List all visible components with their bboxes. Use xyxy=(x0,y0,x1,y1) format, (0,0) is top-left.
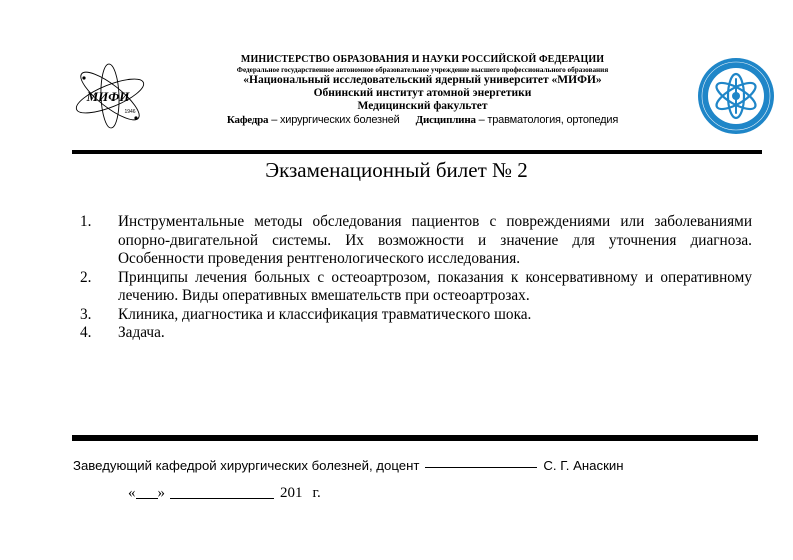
question-item xyxy=(80,324,752,343)
header-divider xyxy=(72,150,762,154)
ticket-title: Экзаменационный билет № 2 xyxy=(265,158,528,182)
signature-blank xyxy=(425,467,537,468)
question-text: Клиника, диагностика и классификация травматического шока. xyxy=(118,305,532,323)
signature-role: Заведующий кафедрой хирургических болезней, доцент xyxy=(73,458,420,473)
signature-line xyxy=(73,458,624,473)
logo-left-year: 1946 xyxy=(124,109,136,115)
question-text: Инструментальные методы обследования пациентов с повреждениями или заболеваниями опорно-двигательной системы. Их возможности и значение для уточнения диагноза. Особенности проведения рентгенологического исследования. xyxy=(118,213,752,267)
department-label: Кафедра xyxy=(226,114,269,127)
date-line xyxy=(128,485,321,502)
atom-logo-icon xyxy=(70,60,150,130)
signature-name: С. Г. Анаскин xyxy=(543,458,624,473)
department-value: – хирургических болезней xyxy=(271,114,400,127)
question-item xyxy=(80,269,752,306)
question-number: 4. xyxy=(80,324,92,341)
question-text: Принципы лечения больных с остеоартрозом, показания к консервативному и оперативному лечению. Виды оперативных вмешательств при остеоартрозах. xyxy=(118,268,752,304)
year-suffix: г. xyxy=(312,485,321,501)
institution-line: Федеральное государственное автономное образовательное учреждение высшего профессионального образования xyxy=(236,65,609,74)
document-header xyxy=(150,54,695,127)
discipline-value: – травматология, ортопедия xyxy=(478,114,619,127)
day-blank xyxy=(136,498,158,499)
question-item xyxy=(80,213,752,269)
university-line: «Национальный исследовательский ядерный университет «МИФИ» xyxy=(243,73,602,86)
question-list xyxy=(80,213,752,343)
footer-divider xyxy=(72,435,758,441)
question-item xyxy=(80,306,752,325)
question-number: 2. xyxy=(80,268,92,286)
year-prefix: 201 xyxy=(280,485,303,501)
question-text: Задача. xyxy=(118,324,165,341)
faculty-line: Медицинский факультет xyxy=(357,100,488,113)
month-blank xyxy=(170,498,274,499)
iate-emblem-icon xyxy=(695,55,777,137)
question-number: 1. xyxy=(80,213,92,230)
discipline-label: Дисциплина xyxy=(415,114,476,127)
date-close-quote: » xyxy=(157,485,165,501)
logo-left-text: МИФИ xyxy=(86,89,130,104)
ministry-line: МИНИСТЕРСТВО ОБРАЗОВАНИЯ И НАУКИ РОССИЙСКОЙ ФЕДЕРАЦИИ xyxy=(240,54,605,65)
institute-line: Обнинский институт атомной энергетики xyxy=(313,87,532,99)
date-open-quote: « xyxy=(128,485,136,501)
question-number: 3. xyxy=(80,305,92,323)
department-discipline-line xyxy=(150,114,695,127)
